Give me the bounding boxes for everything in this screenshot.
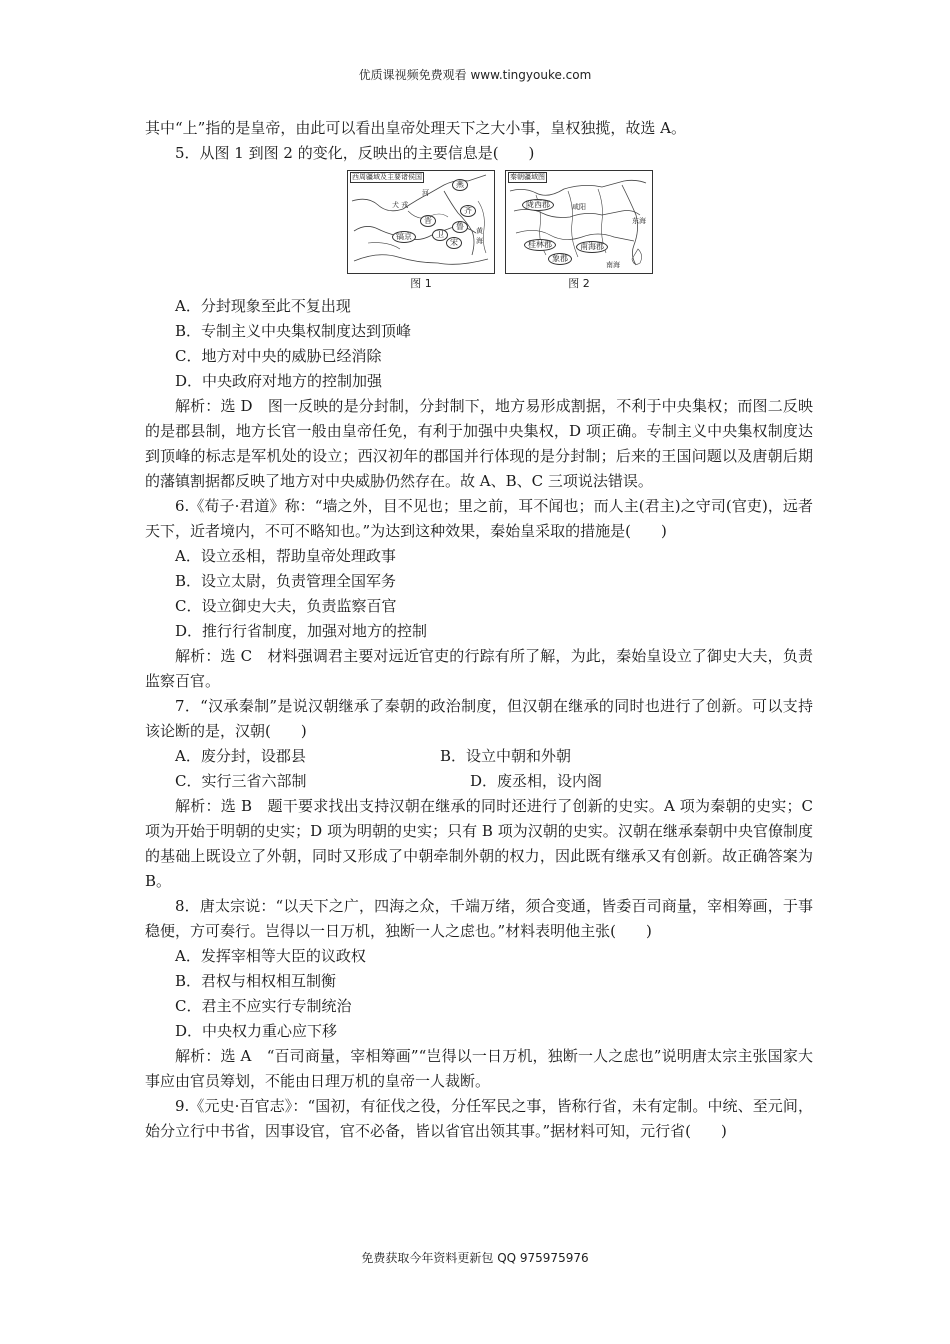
- q7-options-row-2: [145, 769, 813, 794]
- q5-option-d: D．中央政府对地方的控制加强: [175, 372, 383, 390]
- q7-stem: 7．“汉承秦制”是说汉朝继承了秦朝的政治制度，但汉朝在继承的同时也进行了创新。可以支持该论断的是，汉朝( ): [145, 697, 813, 740]
- q7-option-b: B．设立中朝和外朝: [440, 747, 572, 765]
- western-zhou-map: [347, 170, 495, 274]
- fig1-label: 晋: [420, 215, 436, 227]
- q5-option-c: C．地方对中央的威胁已经消除: [175, 347, 382, 365]
- q6-analysis: 解析：选 C 材料强调君主要对远近官吏的行踪有所了解，为此，秦始皇设立了御史大夫，负责监察百官。: [145, 647, 813, 690]
- fig2-label: 桂林郡: [524, 239, 556, 251]
- fig1-label: 宋: [446, 237, 462, 249]
- q5-option-b: B．专制主义中央集权制度达到顶峰: [175, 322, 412, 340]
- document-body: [145, 116, 813, 1144]
- fig1-label: 齐: [460, 205, 476, 217]
- qin-dynasty-map-drawing: [506, 171, 652, 273]
- fig2-label: 咸阳: [572, 203, 586, 211]
- q5-stem: 5．从图 1 到图 2 的变化，反映出的主要信息是( ): [175, 144, 535, 162]
- q6-option-b: B．设立太尉，负责管理全国军务: [175, 572, 397, 590]
- fig1-label: 鲁: [452, 221, 468, 233]
- q8-analysis: 解析：选 A “百司商量，宰相筹画”“岂得以一日万机，独断一人之虑也”说明唐太宗主张国家大事应由官员筹划，不能由日理万机的皇帝一人裁断。: [145, 1047, 813, 1090]
- fig2-caption: 图 2: [568, 277, 590, 290]
- qin-dynasty-map: [505, 170, 653, 274]
- fig2-label: 陇西郡: [522, 199, 554, 211]
- q8-option-b: B．君权与相权相互制衡: [175, 972, 337, 990]
- fig1-label: 卫: [432, 229, 448, 241]
- q7-option-a: A．废分封，设郡县: [175, 747, 306, 765]
- q5-option-a: A．分封现象至此不复出现: [175, 297, 351, 315]
- q6-option-a: A．设立丞相，帮助皇帝处理政事: [175, 547, 396, 565]
- q6-stem: 6.《荀子·君道》称：“墙之外，目不见也；里之前，耳不闻也；而人主(君主)之守司(官吏)，远者天下，近者境内，不可不略知也。”为达到这种效果，秦始皇采取的措施是( ): [145, 497, 813, 540]
- q7-options-row-1: [145, 744, 813, 769]
- fig1-label: 河: [422, 189, 429, 197]
- q6-option-c: C．设立御史大夫，负责监察百官: [175, 597, 397, 615]
- fig1-title: 西周疆域及主要诸侯国: [352, 173, 422, 181]
- fig1-caption: 图 1: [410, 277, 432, 290]
- q7-option-c: C．实行三省六部制: [175, 772, 307, 790]
- q9-stem: 9.《元史·百官志》：“国初，有征伐之役，分任军民之事，皆称行省，未有定制。中统、至元间，始分立行中书省，因事设官，官不必备，皆以省官出领其事。”据材料可知，元行省( ): [145, 1097, 813, 1140]
- q8-option-a: A．发挥宰相等大臣的议政权: [175, 947, 366, 965]
- fig1-label: 镐京: [392, 231, 416, 243]
- figure-1: [347, 170, 495, 292]
- fig2-label: 南海: [606, 261, 620, 269]
- fig2-label: 南海郡: [576, 241, 608, 253]
- fig1-label: 燕: [452, 179, 468, 191]
- page-footer: 免费获取今年资料更新包 QQ 975975976: [361, 1251, 589, 1265]
- q6-option-d: D．推行行省制度，加强对地方的控制: [175, 622, 428, 640]
- q8-option-c: C．君主不应实行专制统治: [175, 997, 352, 1015]
- figure-2: [505, 170, 653, 292]
- q7-option-d: D．废丞相，设内阁: [470, 772, 603, 790]
- fig2-label: 象郡: [548, 253, 572, 265]
- q7-analysis: 解析：选 B 题干要求找出支持汉朝在继承的同时还进行了创新的史实。A 项为秦朝的史实；C 项为开始于明朝的史实；D 项为明朝的史实；只有 B 项为汉朝的史实。汉朝在继承秦朝中央官僚制度的基础上既设立了外朝，同时又形成了中朝牵制外朝的权力，因此既有继承又有创新。故正确答案为 B。: [145, 797, 813, 890]
- fig1-label: 黄: [476, 227, 483, 235]
- intro-text: 其中“上”指的是皇帝，由此可以看出皇帝处理天下之大小事，皇权独揽，故选 A。: [145, 119, 686, 137]
- q5-analysis: 解析：选 D 图一反映的是分封制，分封制下，地方易形成割据，不利于中央集权；而图二反映的是郡县制，地方长官一般由皇帝任免，有利于加强中央集权，D 项正确。专制主义中央集权制度达到顶峰的标志是军机处的设立；西汉初年的郡国并行体现的是分封制；后来的王国问题以及唐朝后期的藩镇割据都反映了地方对中央威胁仍然存在。故 A、B、C 三项说法错误。: [145, 397, 813, 490]
- fig2-title: 秦朝疆域图: [510, 173, 545, 181]
- fig1-label: 犬 戎: [392, 201, 409, 209]
- q5-figures: [145, 170, 813, 292]
- fig1-label: 海: [476, 237, 483, 245]
- q8-stem: 8．唐太宗说：“以天下之广，四海之众，千端万绪，须合变通，皆委百司商量，宰相筹画，于事稳便，方可奏行。岂得以一日万机，独断一人之虑也。”材料表明他主张( ): [145, 897, 813, 940]
- page-header: 优质课视频免费观看 www.tingyouke.com: [358, 68, 592, 82]
- q8-option-d: D．中央权力重心应下移: [175, 1022, 338, 1040]
- fig2-label: 东海: [632, 217, 646, 225]
